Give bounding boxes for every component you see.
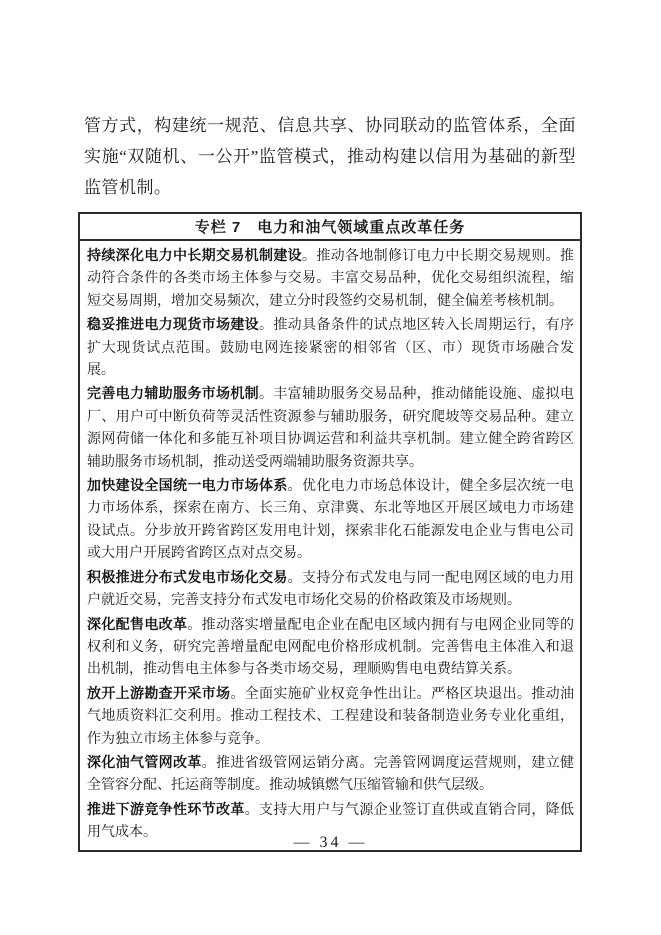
box-paragraph	[87, 566, 574, 613]
box-paragraph	[87, 382, 574, 474]
page-number: — 34 —	[293, 834, 368, 851]
box-paragraph	[87, 613, 574, 682]
box-paragraph-lead: 稳妥推进电力现货市场建设	[87, 316, 259, 333]
box-paragraph-lead: 积极推进分布式发电市场化交易	[87, 568, 288, 585]
box-paragraph-lead: 深化油气管网改革	[87, 753, 202, 770]
box-paragraph-text: 。支持大用户与气源企业签订直供或直销合同，降低用气成本。	[87, 802, 575, 841]
box-paragraph-text: 。丰富辅助服务交易品种，推动储能设施、虚拟电厂、用户可中断负荷等灵活性资源参与辅助服务，研究爬坡等交易品种。建立源网荷储一体化和多能互补项目协调运营和利益共享机制。建立健全跨省跨区辅助服务市场机制，推动送受两端辅助服务资源共享。	[87, 387, 574, 470]
box-paragraph-lead: 放开上游勘查开采市场	[87, 684, 231, 701]
box-paragraph-lead: 推进下游竞争性环节改革	[87, 800, 245, 817]
column-box-title: 专栏 7 电力和油气领域重点改革任务	[80, 214, 580, 241]
box-paragraph-lead: 持续深化电力中长期交易机制建设	[87, 247, 302, 263]
column-box-body	[80, 241, 580, 850]
box-paragraph-text: 。推动具备条件的试点地区转入长周期运行，有序扩大现货试点范围。鼓励电网连接紧密的相邻省（区、市）现货市场融合发展。	[87, 318, 574, 379]
box-paragraph	[87, 682, 574, 751]
box-paragraph-lead: 完善电力辅助服务市场机制	[87, 385, 259, 402]
box-paragraph	[87, 474, 574, 566]
box-paragraph-text: 。全面实施矿业权竞争性出让。严格区块退出。推动油气地质资料汇交利用。推动工程技术、工程建设和装备制造业务专业化重组，作为独立市场主体参与竞争。	[87, 686, 575, 747]
box-paragraph-text: 。推动各地制修订电力中长期交易规则。推动符合条件的各类市场主体参与交易。丰富交易品种，优化交易组织流程，缩短交易周期，增加交易频次，建立分时段签约交易机制，健全偏差考核机制。	[87, 249, 574, 309]
box-paragraph	[87, 244, 574, 313]
box-paragraph	[87, 313, 574, 382]
box-paragraph-text: 。支持分布式发电与同一配电网区域的电力用户就近交易，完善支持分布式发电市场化交易的价格政策及市场规则。	[87, 570, 575, 609]
body-paragraph: 管方式，构建统一规范、信息共享、协同联动的监管体系，全面实施“双随机、一公开”监管模式，推动构建以信用为基础的新型监管机制。	[84, 116, 576, 197]
column-box	[78, 212, 582, 852]
box-paragraph-text: 。优化电力市场总体设计，健全多层次统一电力市场体系，探索在南方、长三角、京津冀、东北等地区开展区域电力市场建设试点。分步放开跨省跨区发用电计划，探索非化石能源发电企业与售电公司或大用户开展跨省跨区点对点交易。	[87, 479, 575, 562]
box-paragraph	[87, 751, 574, 798]
box-paragraph-text: 。推动落实增量配电企业在配电区域内拥有与电网企业同等的权利和义务，研究完善增量配电网配电价格形成机制。完善售电主体准入和退出机制，推动售电主体参与各类市场交易，理顺购售电电费结算关系。	[87, 617, 575, 678]
box-paragraph-lead: 深化配售电改革	[87, 615, 188, 632]
box-paragraph-lead: 加快建设全国统一电力市场体系	[87, 477, 288, 494]
box-paragraph-text: 。推进省级管网运销分离。完善管网调度运营规则，建立健全管容分配、托运商等制度。推动城镇燃气压缩管输和供气层级。	[87, 755, 575, 794]
